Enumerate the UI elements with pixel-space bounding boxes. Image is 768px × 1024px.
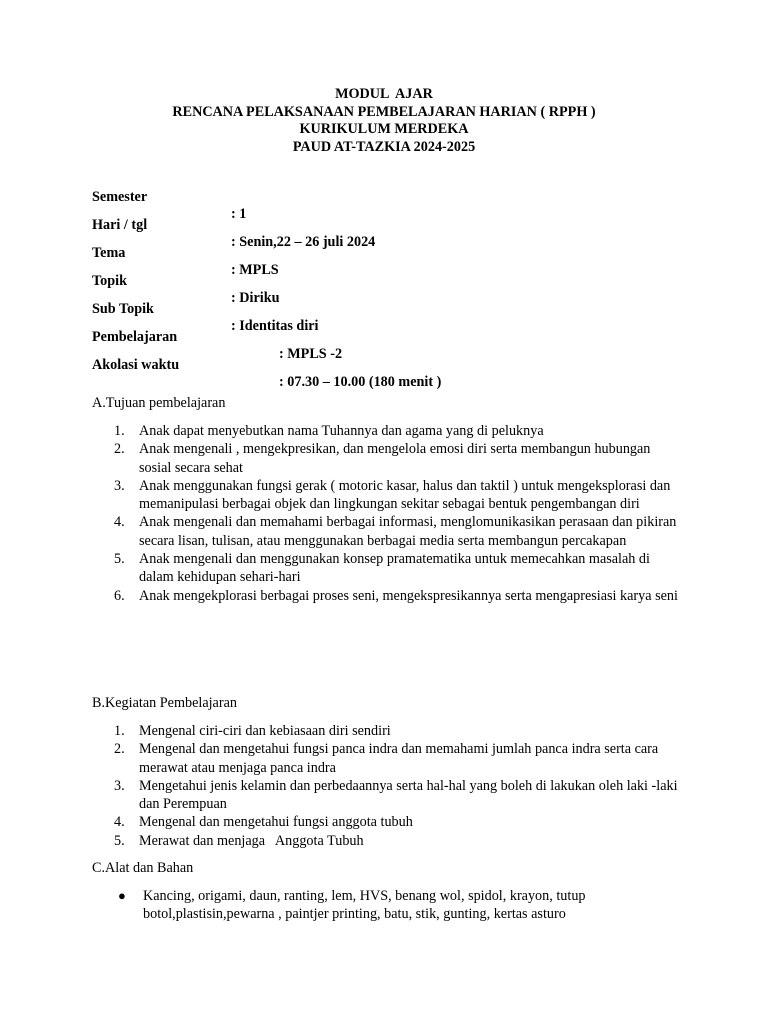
list-item — [92, 513, 682, 550]
list-item — [92, 777, 682, 814]
section-a-list — [92, 422, 682, 605]
header-line-4: PAUD AT-TAZKIA 2024-2025 — [292, 138, 476, 155]
list-number: 3. — [114, 777, 125, 794]
list-text: Merawat dan menjaga Anggota Tubuh — [139, 832, 364, 849]
section-b-list — [92, 722, 682, 850]
info-value: : Senin,22 – 26 juli 2024 — [231, 234, 376, 250]
header-line-2: RENCANA PELAKSANAAN PEMBELAJARAN HARIAN ( RPPH ) — [172, 103, 596, 120]
info-label: Akolasi waktu — [92, 357, 180, 373]
list-text: Mengetahui jenis kelamin dan perbedaannya serta hal-hal yang boleh di lakukan oleh laki -laki dan Perempuan — [139, 777, 678, 813]
list-text: Mengenal dan mengetahui fungsi panca indra dan memahami jumlah panca indra serta cara merawat atau menjaga panca indra — [139, 741, 659, 776]
list-text: Anak mengenali dan memahami berbagai informasi, menglomunikasikan perasaan dan pikiran secara lisan, tulisan, atau menggunakan berbagai media serta membangun percakapan — [139, 514, 677, 549]
list-item — [92, 550, 682, 587]
list-number: 2. — [114, 441, 125, 458]
info-label: Tema — [92, 245, 126, 261]
list-item — [92, 887, 682, 924]
list-number: 3. — [114, 477, 125, 494]
list-text: Anak dapat menyebutkan nama Tuhannya dan agama yang di peluknya — [139, 423, 544, 439]
info-label: Semester — [92, 189, 148, 205]
list-number: 5. — [114, 551, 125, 568]
list-number: 1. — [114, 723, 125, 739]
list-item — [92, 832, 682, 850]
list-number: 4. — [114, 814, 125, 831]
list-item — [92, 440, 682, 477]
header-line-1: MODUL AJAR — [335, 86, 433, 102]
info-value: : Diriku — [231, 290, 280, 306]
list-item — [92, 722, 682, 740]
section-a-title: A.Tujuan pembelajaran — [92, 395, 226, 411]
info-value: : Identitas diri — [231, 318, 319, 334]
list-item — [92, 813, 682, 831]
info-value: : 07.30 – 10.00 (180 menit ) — [279, 374, 442, 390]
info-label: Topik — [92, 273, 127, 289]
list-item — [92, 587, 682, 605]
list-item — [92, 477, 682, 514]
section-b-title: B.Kegiatan Pembelajaran — [92, 695, 237, 711]
list-number: 5. — [114, 832, 125, 849]
list-item — [92, 422, 682, 440]
info-value: : MPLS — [231, 262, 279, 278]
header-line-3: KURIKULUM MERDEKA — [299, 121, 469, 137]
list-number: 4. — [114, 514, 125, 531]
section-c-title: C.Alat dan Bahan — [92, 860, 194, 876]
list-number: 1. — [114, 423, 125, 439]
info-label: Sub Topik — [92, 301, 154, 317]
list-text: Anak mengekplorasi berbagai proses seni, mengekspresikannya serta mengapresiasi karya seni — [139, 587, 678, 604]
list-number: 6. — [114, 587, 125, 604]
list-item — [92, 740, 682, 777]
list-text: Anak mengenali dan menggunakan konsep pramatematika untuk memecahkan masalah di dalam kehidupan sehari-hari — [139, 551, 668, 586]
list-text: Mengenal dan mengetahui fungsi anggota tubuh — [139, 814, 413, 831]
list-text: Anak menggunakan fungsi gerak ( motoric kasar, halus dan taktil ) untuk mengeksplorasi dan memanipulasi berbagai objek dan lingkungan sekitar sebagai bentuk pengembangan diri — [139, 477, 671, 513]
bullet-icon: ● — [118, 888, 126, 903]
list-text: Mengenal ciri-ciri dan kebiasaan diri sendiri — [139, 723, 391, 739]
list-text: Anak mengenali , mengekpresikan, dan mengelola emosi diri serta membangun hubungan sosial secara sehat — [139, 441, 651, 476]
document-header — [0, 86, 768, 156]
info-label: Hari / tgl — [92, 217, 148, 233]
info-label: Pembelajaran — [92, 329, 178, 345]
info-value: : MPLS -2 — [279, 346, 343, 362]
info-value: : 1 — [231, 206, 247, 222]
list-number: 2. — [114, 741, 125, 758]
section-c-list — [92, 887, 682, 924]
list-text: Kancing, origami, daun, ranting, lem, HVS, benang wol, spidol, krayon, tutup botol,plastisin,pewarna , paintjer printing, batu, stik, gunting, kertas asturo — [143, 888, 586, 923]
